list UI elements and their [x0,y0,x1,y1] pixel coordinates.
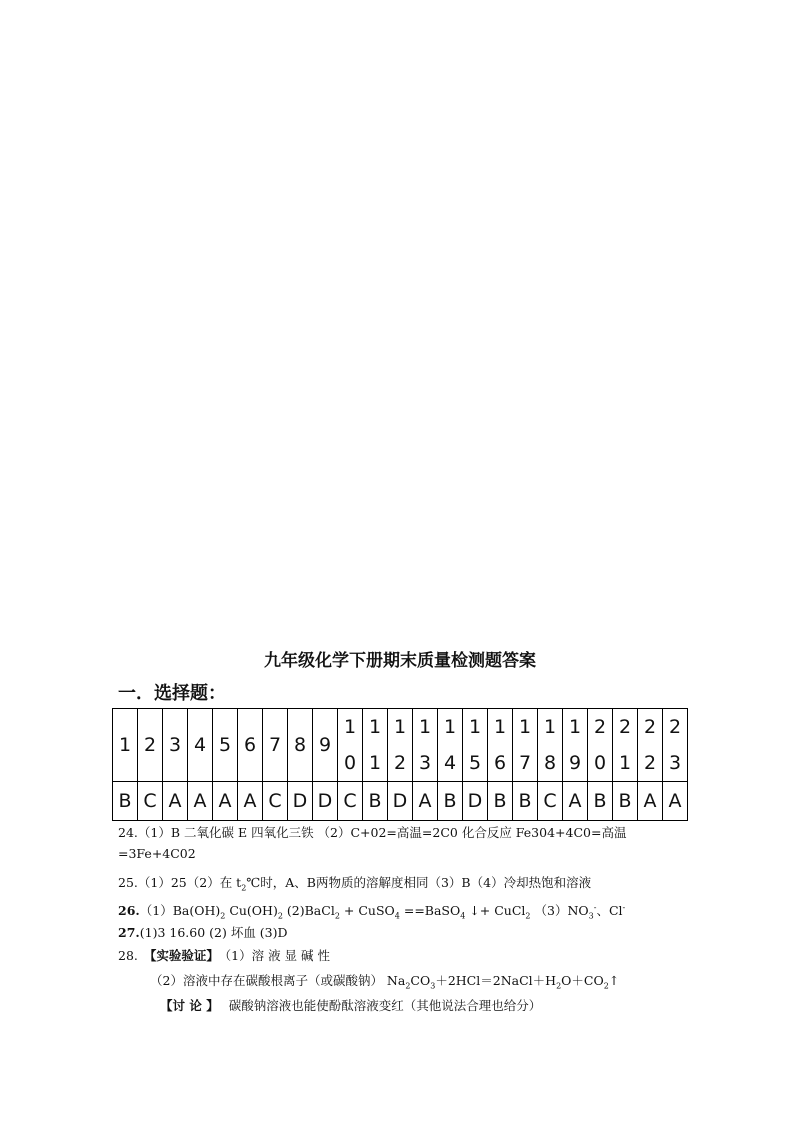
section-heading: 一．选择题： [118,683,226,704]
q28-text-2: ↑ [608,973,620,988]
answer-cell: D [288,782,313,821]
q26-sub: 4 [394,911,400,921]
question-number-row [113,709,688,782]
question-number-cell [188,709,213,782]
question-number-digit: 1 [418,716,432,738]
question-number-digit: 1 [393,716,407,738]
question-number-digit: 2 [393,752,407,774]
question-number-digit: 2 [668,716,682,738]
question-number-digit: 8 [293,734,307,756]
question-number-cell [588,709,613,782]
question-number-cell [563,709,588,782]
answer-cell: D [313,782,338,821]
question-number-digit: 3 [168,734,182,756]
q28-sub: 3 [430,981,436,991]
question-number-digit: 1 [518,716,532,738]
q27-number: 27. [118,925,140,940]
question-number-cell [138,709,163,782]
q28-sub: 2 [556,981,562,991]
q28-text-2: （2）溶液中存在碳酸根离子（或碳酸钠） Na [150,973,406,988]
answer-row [113,782,688,821]
answer-cell: C [263,782,288,821]
q28-sub: 2 [603,981,609,991]
q28-text-3: 碳酸钠溶液也能使酚酞溶液变红（其他说法合理也给分） [228,998,542,1013]
question-number-digit: 0 [343,752,357,774]
q28-number: 28. [118,948,138,963]
question-number-cell [363,709,388,782]
q27-text: (1)3 16.60 (2) 坏血 (3)D [139,925,288,940]
q28-line-1 [118,946,330,964]
answer-cell: C [338,782,363,821]
q26-sup: - [622,902,626,912]
q28-text-1: （1）溶 液 显 碱 性 [224,948,331,963]
q25-text-a: 25.（1）25（2）在 t [118,875,242,890]
q26-sub: 2 [277,911,283,921]
q26-line [118,901,625,921]
answer-cell: C [538,782,563,821]
question-number-digit: 7 [518,752,532,774]
answer-cell: A [638,782,663,821]
question-number-digit: 8 [543,752,557,774]
question-number-cell [238,709,263,782]
question-number-digit: 6 [493,752,507,774]
answer-cell: A [563,782,588,821]
question-number-digit: 6 [243,734,257,756]
q25-subscript: 2 [241,883,247,893]
question-number-cell [438,709,463,782]
q26-sub: 3 [588,911,594,921]
question-number-digit: 1 [493,716,507,738]
question-number-cell [338,709,363,782]
q25-line [118,873,591,893]
question-number-cell [113,709,138,782]
question-number-digit: 2 [618,716,632,738]
q27-line [118,923,288,941]
answer-cell: B [488,782,513,821]
question-number-digit: 2 [593,716,607,738]
question-number-cell [513,709,538,782]
q26-part: （3）NO [530,903,589,918]
question-number-cell [413,709,438,782]
question-number-digit: 1 [118,734,132,756]
question-number-cell [213,709,238,782]
question-number-digit: 3 [418,752,432,774]
answer-cell: A [188,782,213,821]
q26-part: + CuSO [339,903,395,918]
answer-cell: B [113,782,138,821]
question-number-digit: 1 [443,716,457,738]
question-number-cell [638,709,663,782]
q26-part: Cu(OH) [225,903,278,918]
question-number-digit: 3 [668,752,682,774]
answer-cell: A [213,782,238,821]
answer-cell: B [588,782,613,821]
q26-sup: - [593,902,597,912]
question-number-digit: 1 [368,752,382,774]
q26-part: (2)BaCl [282,903,335,918]
q24-line-2: =3Fe+4C02 [118,846,196,861]
q26-part: （1）Ba(OH) [139,903,221,918]
question-number-digit: 2 [143,734,157,756]
question-number-digit: 1 [468,716,482,738]
question-number-digit: 9 [568,752,582,774]
question-number-digit: 0 [593,752,607,774]
answer-cell: A [238,782,263,821]
q26-sub: 2 [334,911,340,921]
question-number-digit: 1 [543,716,557,738]
question-number-cell [263,709,288,782]
question-number-digit: 2 [643,716,657,738]
question-number-digit: 4 [193,734,207,756]
q28-label-experiment: 【实验验证】 [143,948,219,963]
q26-number: 26. [118,903,140,918]
question-number-cell [613,709,638,782]
question-number-digit: 4 [443,752,457,774]
q28-text-2: O＋CO [561,973,604,988]
answer-cell: B [613,782,638,821]
q26-sub: 2 [525,911,531,921]
q28-text-2: CO [410,973,431,988]
answer-cell: A [663,782,688,821]
answer-cell: D [463,782,488,821]
q26-part: ↓+ CuCl [465,903,526,918]
question-number-cell [388,709,413,782]
q25-text-b: ℃时，A、B两物质的溶解度相同（3）B（4）冷却热饱和溶液 [246,875,592,890]
question-number-cell [538,709,563,782]
answer-cell: B [438,782,463,821]
question-number-cell [463,709,488,782]
question-number-digit: 5 [468,752,482,774]
q26-part: 、Cl [596,903,623,918]
answer-cell: B [363,782,388,821]
q28-sub: 2 [405,981,411,991]
q26-sub: 2 [220,911,226,921]
question-number-cell [488,709,513,782]
q26-sub: 4 [460,911,466,921]
answer-cell: A [163,782,188,821]
page-title: 九年级化学下册期末质量检测题答案 [264,651,536,671]
question-number-cell [288,709,313,782]
q28-text-2: ＋2HCl＝2NaCl＋H [435,973,557,988]
question-number-cell [163,709,188,782]
answer-cell: A [413,782,438,821]
answer-cell: C [138,782,163,821]
question-number-digit: 1 [568,716,582,738]
question-number-digit: 9 [318,734,332,756]
answer-cell: B [513,782,538,821]
q28-label-discussion: 【讨 论 】 [160,998,219,1013]
question-number-digit: 2 [643,752,657,774]
choice-answer-table [112,708,688,821]
question-number-digit: 1 [343,716,357,738]
question-number-digit: 1 [618,752,632,774]
answer-cell: D [388,782,413,821]
question-number-digit: 7 [268,734,282,756]
q26-part: ==BaSO [399,903,461,918]
question-number-cell [313,709,338,782]
question-number-digit: 5 [218,734,232,756]
q28-line-2 [150,971,619,991]
question-number-digit: 1 [368,716,382,738]
question-number-cell [663,709,688,782]
q24-line-1: 24.（1）B 二氧化碳 E 四氧化三铁 （2）C+02=高温=2C0 化合反应 Fe304+4C0=高温 [118,825,627,840]
q28-line-3 [160,996,541,1014]
